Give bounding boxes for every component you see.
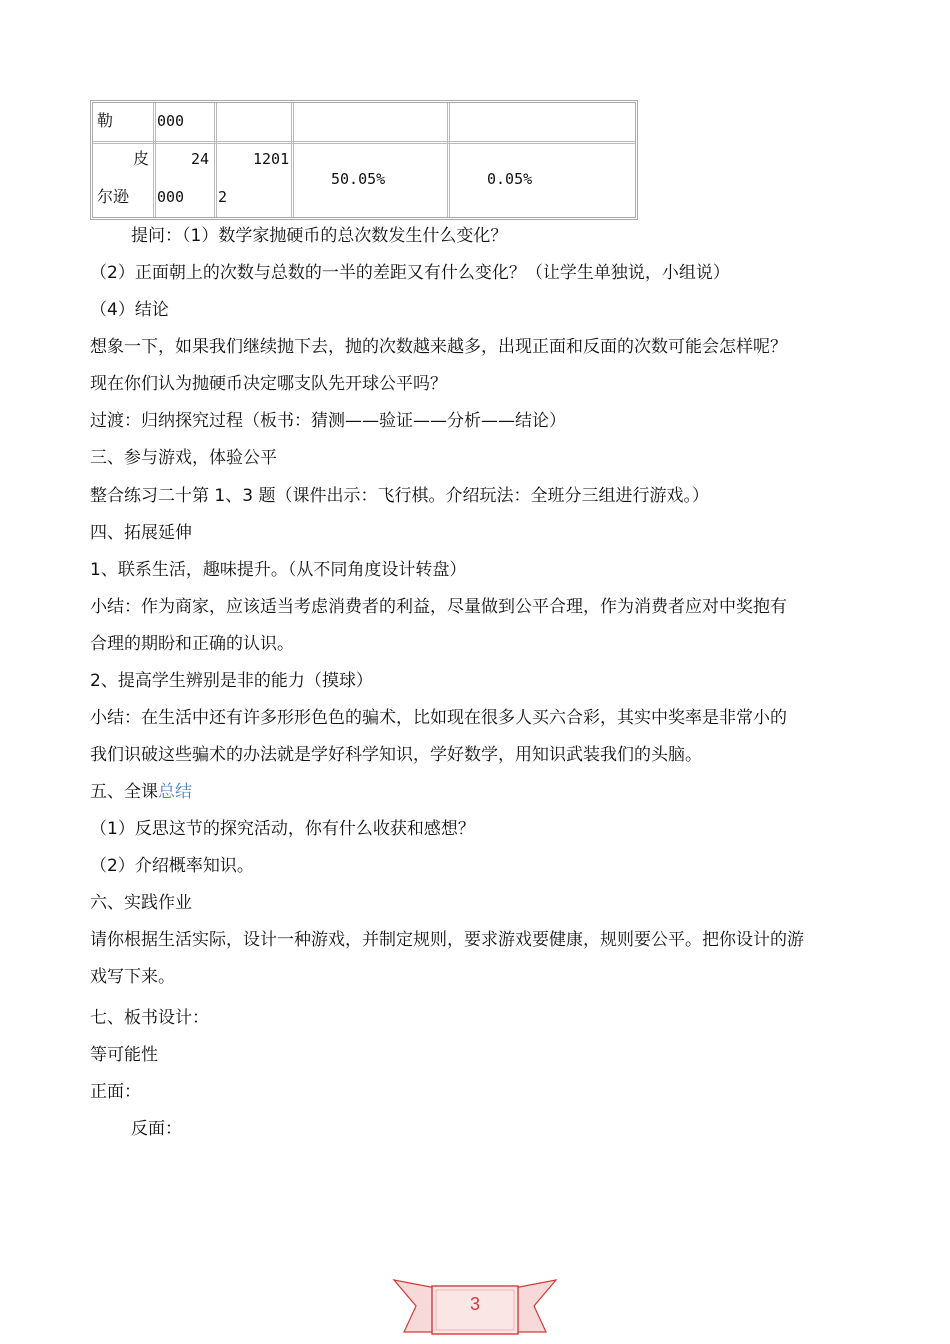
section-heading — [90, 780, 192, 804]
section-heading: 三、参与游戏，体验公平 — [90, 448, 277, 468]
section-heading: 六、实践作业 — [90, 893, 192, 913]
table-divider — [153, 103, 156, 217]
text-line: 2、提高学生辨别是非的能力（摸球） — [90, 671, 373, 691]
text-line: 反面： — [131, 1119, 182, 1139]
text-line: 小结：在生活中还有许多形形色色的骗术，比如现在很多人买六合彩，其实中奖率是非常小的 — [90, 708, 787, 728]
table-divider — [291, 103, 294, 217]
text-line: 请你根据生活实际，设计一种游戏，并制定规则，要求游戏要健康，规则要公平。把你设计的游 — [90, 930, 804, 950]
text-line: （4）结论 — [90, 300, 169, 320]
text-line: 正面： — [90, 1082, 141, 1102]
section-heading: 四、拓展延伸 — [90, 523, 192, 543]
page-number-badge — [392, 1274, 558, 1340]
section-heading: 七、板书设计： — [90, 1008, 209, 1028]
table-cell: 1201 — [253, 150, 290, 168]
table-divider — [214, 103, 217, 217]
table-cell: 0.05% — [487, 170, 533, 188]
table-cell-name: 勒 — [97, 111, 114, 130]
table-cell: 000 — [157, 188, 185, 206]
text-line: 戏写下来。 — [90, 967, 175, 987]
text-line: 整合练习二十第 1、3 题（课件出示：飞行棋。介绍玩法：全班分三组进行游戏。） — [90, 486, 709, 506]
table-cell: 2 — [218, 188, 228, 206]
text-line: 小结：作为商家，应该适当考虑消费者的利益，尽量做到公平合理，作为消费者应对中奖抱有 — [90, 597, 787, 617]
text-line: 想象一下，如果我们继续抛下去，抛的次数越来越多，出现正面和反面的次数可能会怎样呢？ — [90, 337, 787, 357]
text-line: 等可能性 — [90, 1045, 158, 1065]
table-divider — [447, 103, 450, 217]
table-cell-name: 皮 — [133, 149, 150, 168]
table-cell: 24 — [191, 150, 210, 168]
coin-toss-table — [90, 100, 638, 220]
text-line: （2）介绍概率知识。 — [90, 856, 254, 876]
page-number: 3 — [469, 1294, 480, 1314]
table-cell: 000 — [157, 112, 185, 130]
table-divider — [93, 141, 635, 144]
text-line: 1、联系生活，趣味提升。（从不同角度设计转盘） — [90, 560, 467, 580]
text-line: 合理的期盼和正确的认识。 — [90, 634, 294, 654]
table-cell-name: 尔逊 — [97, 187, 130, 206]
text-line: 我们识破这些骗术的办法就是学好科学知识，学好数学，用知识武装我们的头脑。 — [90, 745, 702, 765]
text-line: 提问：（1）数学家抛硬币的总次数发生什么变化？ — [131, 226, 508, 246]
heading-text: 五、全课 — [90, 782, 158, 802]
table-cell: 50.05% — [331, 170, 386, 188]
text-line: （1）反思这节的探究活动，你有什么收获和感想？ — [90, 819, 475, 839]
summary-link[interactable]: 总结 — [158, 782, 192, 802]
text-line: （2）正面朝上的次数与总数的一半的差距又有什么变化？（让学生单独说，小组说） — [90, 263, 730, 283]
text-line: 过渡：归纳探究过程（板书：猜测——验证——分析——结论） — [90, 411, 566, 431]
text-line: 现在你们认为抛硬币决定哪支队先开球公平吗？ — [90, 374, 447, 394]
